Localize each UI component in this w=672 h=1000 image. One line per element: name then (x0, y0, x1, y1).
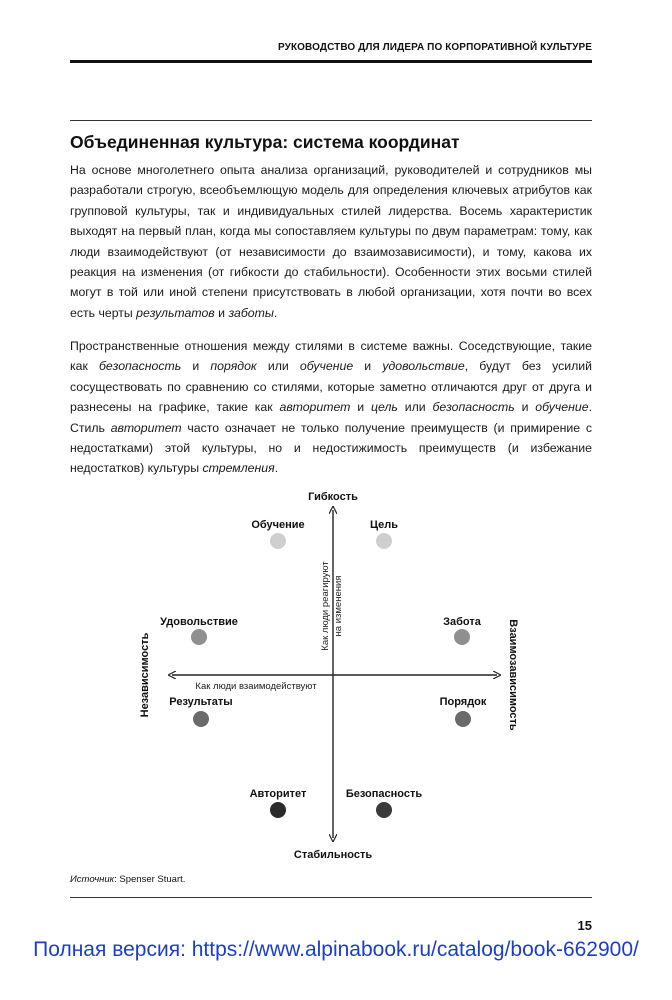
diagram-point-safety (346, 788, 423, 818)
diagram-point-learning (251, 519, 304, 549)
point-dot-results (193, 711, 209, 727)
diagram-point-authority (250, 788, 307, 818)
axis-label-right: Взаимозависимость (507, 619, 519, 731)
point-dot-safety (376, 802, 392, 818)
point-label-safety: Безопасность (345, 788, 423, 800)
footer-rule (70, 897, 592, 898)
point-label-results: Результаты (169, 696, 233, 708)
point-label-authority: Авторитет (249, 788, 307, 800)
horizontal-axis-label: Как люди взаимодействуют (195, 681, 317, 692)
point-dot-caring (454, 629, 470, 645)
axis-label-left: Независимость (139, 632, 151, 718)
source-note: Источник: Spenser Stuart. (70, 874, 186, 885)
point-label-learning: Обучение (251, 519, 305, 531)
point-dot-order (455, 711, 471, 727)
axis-label-top: Гибкость (308, 491, 358, 503)
section-title: Объединенная культура: система координат (70, 132, 460, 152)
point-dot-purpose (376, 533, 392, 549)
axis-label-bottom: Стабильность (293, 849, 373, 861)
diagram-point-purpose (370, 519, 398, 549)
diagram-point-enjoyment (160, 616, 238, 645)
point-dot-learning (270, 533, 286, 549)
point-label-caring: Забота (443, 616, 481, 628)
vertical-axis-label-line1: Как люди реагируют (320, 561, 331, 651)
point-label-enjoyment: Удовольствие (160, 616, 238, 628)
point-label-purpose: Цель (369, 519, 399, 531)
vertical-axis-label-line2: на изменения (333, 575, 344, 637)
point-dot-enjoyment (191, 629, 207, 645)
paragraph-1: На основе многолетнего опыта анализа организаций, руководителей и сотрудников мы разработали строгую, всеобъемлющую модель для определения ключевых атрибутов как групповой культуры, так и индивидуальных стилей лидерства. Восемь характеристик выходят на первый план, когда мы сопоставляем культуры по двум параметрам: тому, как люди взаимодействуют (от независимости до взаимозависимости), и тому, какова их реакция на изменения (от гибкости до стабильности). Особенности этих восьми стилей могут в той или иной степени присутствовать в любой организации, хотя почти во всех есть черты результатов и заботы. (70, 163, 592, 320)
full-version-link[interactable]: Полная версия: https://www.alpinabook.ru/catalog/book-662900/ (33, 938, 639, 961)
diagram-point-results (169, 696, 232, 727)
running-head: РУКОВОДСТВО ДЛЯ ЛИДЕРА ПО КОРПОРАТИВНОЙ КУЛЬТУРЕ (277, 42, 592, 53)
point-dot-authority (270, 802, 286, 818)
point-label-order: Порядок (439, 696, 487, 708)
diagram-point-order (440, 696, 487, 727)
diagram-point-caring (443, 616, 482, 645)
paragraph-2: Пространственные отношения между стилями в системе важны. Соседствующие, такие как безопасность и порядок или обучение и удовольствие, будут без усилий сосуществовать по сравнению со стилями, которые заметно отличаются друг от друга и разнесены на графике, такие как авторитет и цель или безопасность и обучение. Стиль авторитет часто означает не только получение преимуществ (и примирение с недостатками) этой культуры, но и недостижимость преимуществ (и избежание недостатков) культуры стремления. (70, 339, 593, 476)
page-number: 15 (577, 918, 592, 933)
